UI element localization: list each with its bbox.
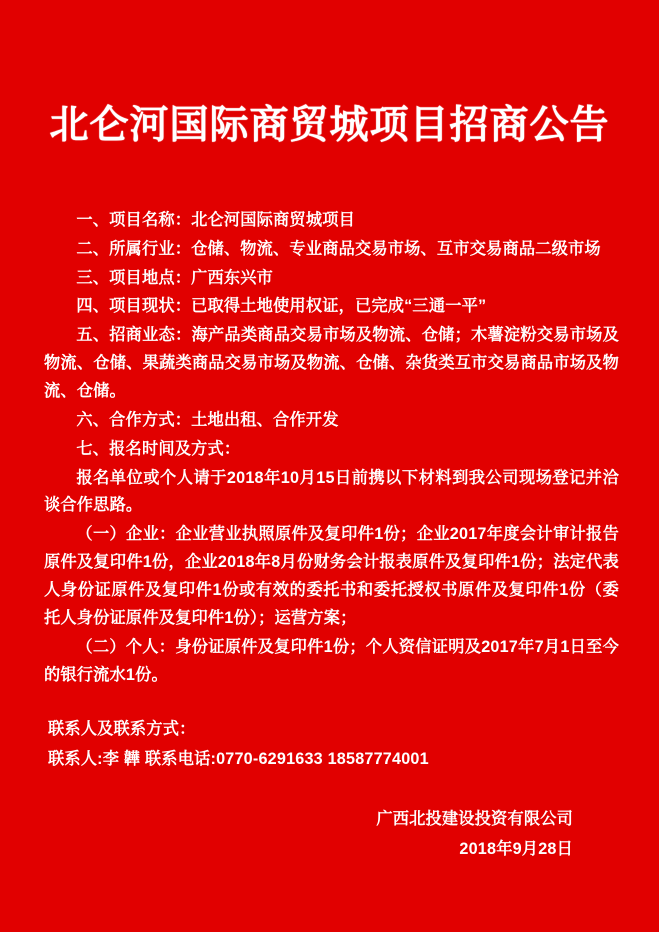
paragraph-project-name: 一、项目名称：北仑河国际商贸城项目: [76, 210, 355, 229]
paragraph-requirements-individual: （二）个人：身份证原件及复印件1份；个人资信证明及2017年7月1日至今的银行流水1份。: [44, 637, 619, 684]
paragraph-application-deadline: 报名单位或个人请于2018年10月15日前携以下材料到我公司现场登记并洽谈合作思路。: [44, 468, 619, 515]
paragraph-application-heading: 七、报名时间及方式：: [76, 439, 241, 458]
contact-details: 联系人:李 韡 联系电话:0770-6291633 18587774001: [48, 750, 429, 769]
paragraph-cooperation-mode: 六、合作方式：土地出租、合作开发: [76, 410, 339, 429]
paragraph-status: 四、项目现状：已取得土地使用权证，已完成“三通一平”: [76, 297, 487, 316]
paragraph-location: 三、项目地点：广西东兴市: [76, 268, 274, 287]
announcement-body: [28, 207, 631, 690]
paragraph-industry: 二、所属行业：仓储、物流、专业商品交易市场、互市交易商品二级市场: [76, 239, 601, 258]
signature-date: 2018年9月28日: [459, 840, 573, 859]
contact-section: [28, 715, 631, 775]
signature-block: [28, 805, 631, 865]
signature-company: 广西北投建设投资有限公司: [376, 810, 573, 829]
contact-heading: 联系人及联系方式：: [48, 720, 196, 739]
page-title: 北仑河国际商贸城项目招商公告: [49, 104, 610, 147]
paragraph-business-types: 五、招商业态：海产品类商品交易市场及物流、仓储；木薯淀粉交易市场及物流、仓储、果蔬类商品交易市场及物流、仓储、杂货类互市交易商品市场及物流、仓储。: [44, 326, 619, 400]
paragraph-requirements-enterprise: （一）企业：企业营业执照原件及复印件1份；企业2017年度会计审计报告原件及复印件1份，企业2018年8月份财务会计报表原件及复印件1份；法定代表人身份证原件及复印件1份或有效的委托书和委托授权书原件及复印件1份（委托人身份证原件及复印件1份）；运营方案；: [44, 525, 619, 627]
